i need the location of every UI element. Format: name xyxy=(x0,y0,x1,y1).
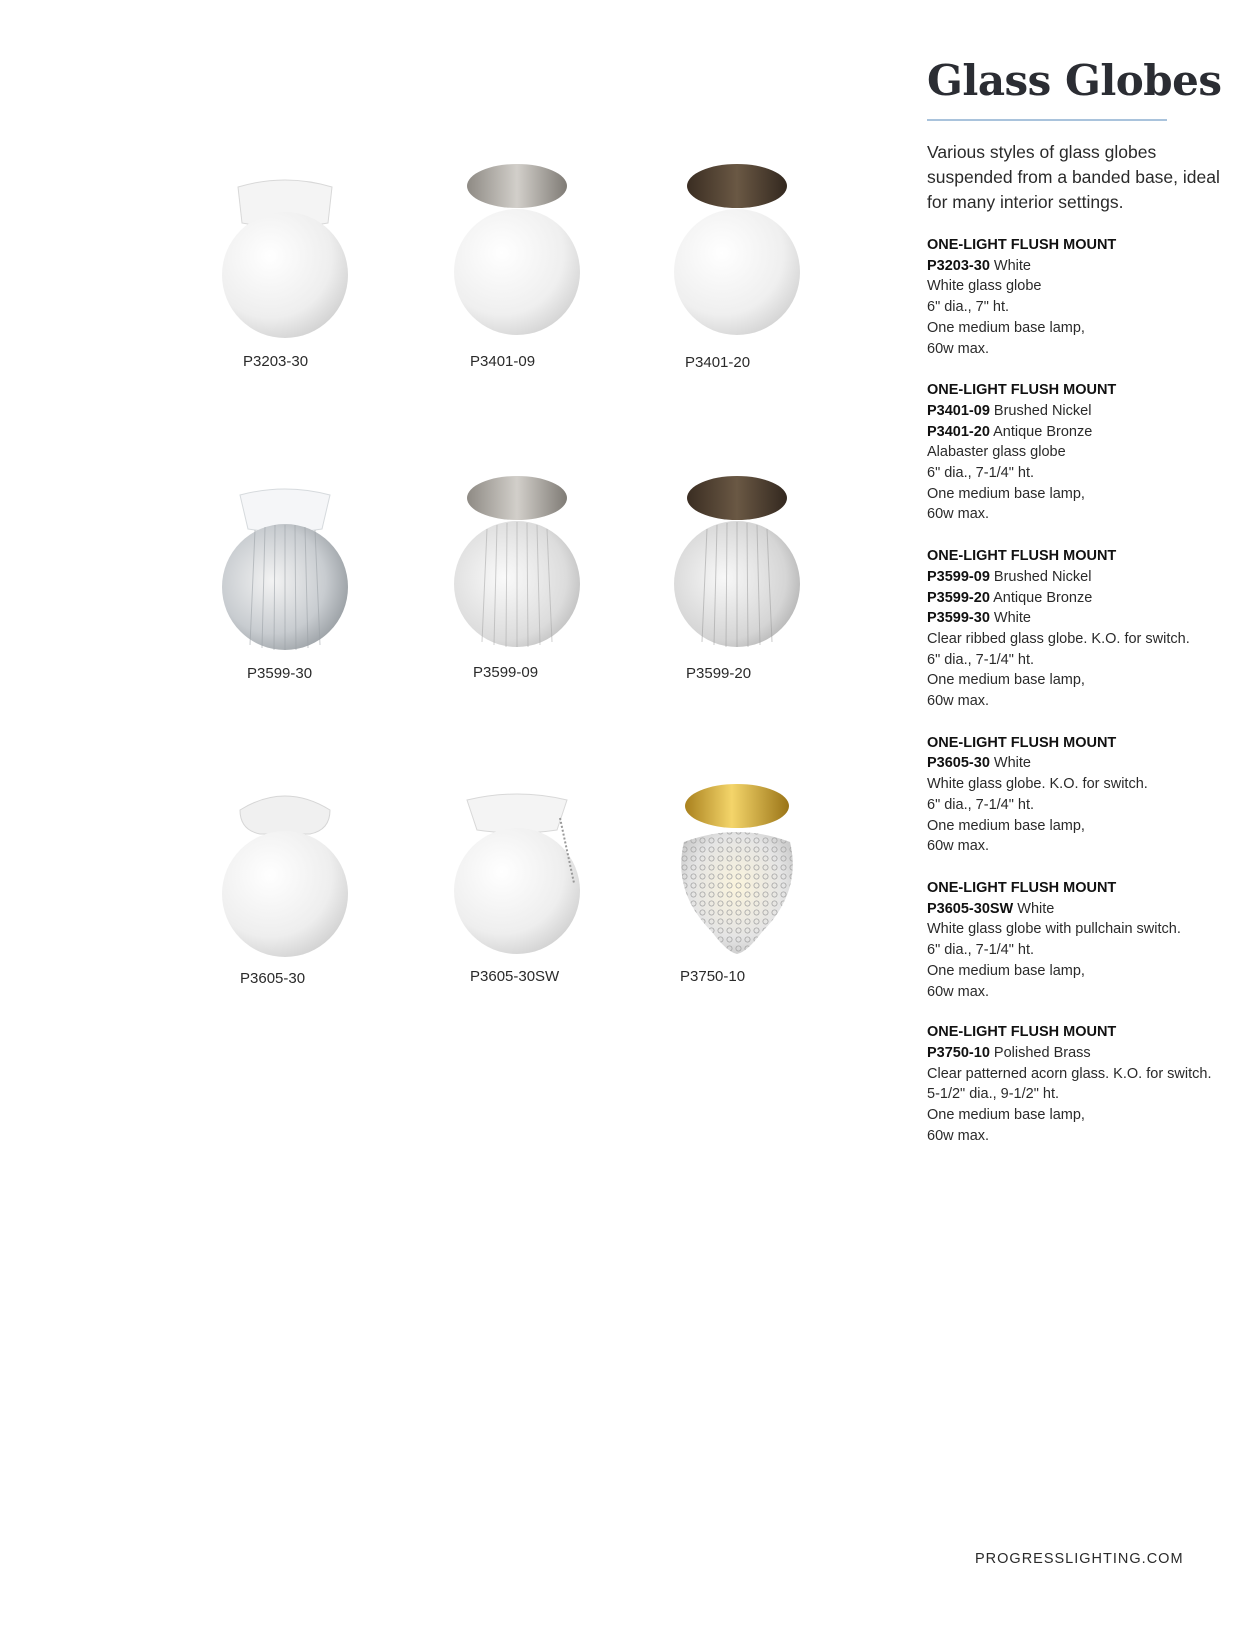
spec-line: Clear ribbed glass globe. K.O. for switch. xyxy=(927,630,1190,647)
spec-block xyxy=(927,235,1237,359)
spec-model xyxy=(927,1043,1237,1064)
spec-line: One medium base lamp, xyxy=(927,485,1085,502)
spec-block xyxy=(927,733,1237,857)
spec-line: 60w max. xyxy=(927,340,990,357)
model-code: P3401-09 xyxy=(927,402,990,419)
spec-line: One medium base lamp, xyxy=(927,319,1085,336)
fixture-label: P3401-20 xyxy=(685,354,751,371)
spec-line: 6" dia., 7-1/4" ht. xyxy=(927,796,1035,813)
model-finish: Brushed Nickel xyxy=(993,402,1092,419)
model-code: P3605-30 xyxy=(927,755,990,772)
fixture-label: P3605-30 xyxy=(240,970,306,987)
spec-line: One medium base lamp, xyxy=(927,962,1085,979)
spec-line: Clear patterned acorn glass. K.O. for switch. xyxy=(927,1065,1212,1082)
model-finish: White xyxy=(993,610,1031,627)
footer-website: PROGRESSLIGHTING.COM xyxy=(975,1551,1184,1567)
fixture-image-p3599-09 xyxy=(442,472,592,652)
intro-text: Various styles of glass globes suspended from a banded base, ideal for many interior settings. xyxy=(927,142,1220,212)
fixture-label: P3750-10 xyxy=(680,968,746,985)
fixture-image-p3401-20 xyxy=(662,160,812,340)
spec-line: 5-1/2" dia., 9-1/2" ht. xyxy=(927,1086,1060,1103)
spec-model xyxy=(927,899,1237,920)
model-code: P3605-30SW xyxy=(927,900,1014,917)
fixture-label: P3599-09 xyxy=(473,664,539,681)
spec-line: 60w max. xyxy=(927,506,990,523)
model-finish: White xyxy=(1017,900,1055,917)
spec-block xyxy=(927,380,1237,525)
model-code: P3599-09 xyxy=(927,568,990,585)
fixture-image-p3605-30sw xyxy=(442,788,592,968)
model-finish: White xyxy=(993,257,1031,274)
model-finish: Antique Bronze xyxy=(993,589,1093,606)
spec-line: One medium base lamp, xyxy=(927,672,1085,689)
title-rule xyxy=(927,119,1167,121)
spec-line: 6" dia., 7-1/4" ht. xyxy=(927,465,1035,482)
spec-line: 60w max. xyxy=(927,838,990,855)
fixture-label: P3605-30SW xyxy=(470,968,560,985)
fixture-image-p3599-20 xyxy=(662,472,812,652)
spec-line: White glass globe with pullchain switch. xyxy=(927,921,1181,938)
spec-line: One medium base lamp, xyxy=(927,817,1085,834)
spec-line: 60w max. xyxy=(927,1127,990,1144)
spec-line: 6" dia., 7-1/4" ht. xyxy=(927,942,1035,959)
spec-heading: ONE-LIGHT FLUSH MOUNT xyxy=(927,237,1117,253)
fixture-image-p3599-30 xyxy=(210,475,360,655)
model-code: P3599-30 xyxy=(927,610,990,627)
spec-model xyxy=(927,256,1237,277)
spec-block xyxy=(927,546,1237,712)
fixture-label: P3599-20 xyxy=(686,665,752,682)
spec-line: One medium base lamp, xyxy=(927,1107,1085,1124)
spec-line: 60w max. xyxy=(927,983,990,1000)
fixture-image-p3203-30 xyxy=(210,165,360,345)
spec-block xyxy=(927,1022,1237,1146)
spec-model xyxy=(927,608,1237,629)
model-finish: White xyxy=(993,755,1031,772)
model-code: P3203-30 xyxy=(927,257,990,274)
spec-line: 60w max. xyxy=(927,693,990,710)
model-finish: Polished Brass xyxy=(993,1044,1091,1061)
spec-heading: ONE-LIGHT FLUSH MOUNT xyxy=(927,382,1117,399)
spec-model xyxy=(927,588,1237,609)
fixture-image-p3750-10 xyxy=(662,782,812,962)
fixture-label: P3599-30 xyxy=(247,665,313,682)
spec-line: White glass globe xyxy=(927,278,1042,295)
model-finish: Antique Bronze xyxy=(993,423,1093,440)
page-title: Glass Globes xyxy=(927,56,1222,105)
spec-heading: ONE-LIGHT FLUSH MOUNT xyxy=(927,734,1117,751)
model-finish: Brushed Nickel xyxy=(993,568,1092,585)
spec-heading: ONE-LIGHT FLUSH MOUNT xyxy=(927,879,1117,896)
spec-block xyxy=(927,878,1237,1002)
fixture-image-p3605-30 xyxy=(210,782,360,962)
spec-list xyxy=(927,235,1237,1167)
model-code: P3750-10 xyxy=(927,1044,990,1061)
fixture-image-p3401-09 xyxy=(442,160,592,340)
spec-line: White glass globe. K.O. for switch. xyxy=(927,776,1148,793)
fixture-label: P3203-30 xyxy=(243,353,309,370)
spec-model xyxy=(927,422,1237,443)
fixture-label: P3401-09 xyxy=(470,353,536,370)
spec-line: Alabaster glass globe xyxy=(927,444,1066,461)
spec-line: 6" dia., 7" ht. xyxy=(927,299,1010,316)
spec-heading: ONE-LIGHT FLUSH MOUNT xyxy=(927,548,1117,565)
model-code: P3401-20 xyxy=(927,423,990,440)
model-code: P3599-20 xyxy=(927,589,990,606)
spec-model xyxy=(927,753,1237,774)
spec-model xyxy=(927,401,1237,422)
spec-line: 6" dia., 7-1/4" ht. xyxy=(927,651,1035,668)
spec-model xyxy=(927,567,1237,588)
spec-heading: ONE-LIGHT FLUSH MOUNT xyxy=(927,1024,1117,1041)
